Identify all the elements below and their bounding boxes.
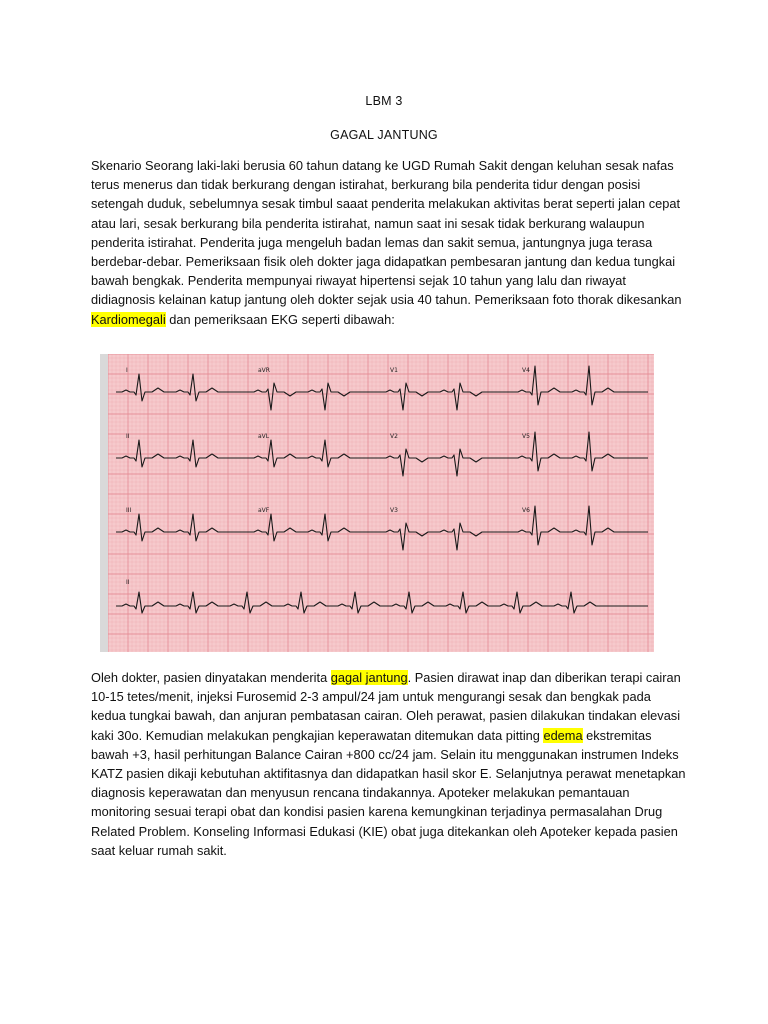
highlight-edema: edema [543, 727, 583, 743]
text-fragment: kaki 30o. Kemudian melakukan pengkajian keperawatan ditemukan data pitting [91, 727, 544, 743]
ekg-lead-label: V4 [522, 367, 530, 374]
ekg-lead-label: V6 [522, 507, 530, 514]
text-line: Related Problem. Konseling Informasi Edukasi (KIE) obat juga ditekankan oleh Apoteker kepada pasien [91, 823, 678, 839]
scenario-paragraph [91, 156, 691, 329]
text-line: atau lari, sesak berkurang bila penderita istirahat, namun saat ini sesak tidak berkurang walaupun [91, 215, 645, 231]
text-line: setengah duduk, sebelumnya sesak timbul saaat penderita melakukan aktivitas berat seperti jalan cepat [91, 196, 681, 212]
ekg-lead-label: aVR [258, 367, 270, 374]
text-line [91, 726, 691, 745]
ekg-lead-label: V2 [390, 433, 398, 440]
text-line: berdebar-debar. Pemeriksaan fisik oleh dokter jaga didapatkan pembesaran jantung dan kedua tungkai [91, 254, 676, 270]
text-line: bawah +3, hasil perhitungan Balance Cairan +800 cc/24 jam. Selain itu menggunakan instrumen Indeks [91, 746, 679, 762]
text-line: Skenario Seorang laki-laki berusia 60 tahun datang ke UGD Rumah Sakit dengan keluhan sesak nafas [91, 158, 674, 173]
document-heading: LBM 3 [365, 94, 403, 108]
text-line [91, 668, 691, 687]
ekg-lead-label: III [126, 507, 132, 514]
ekg-tracing [108, 354, 654, 652]
text-line: terus menerus dan tidak berkurang dengan istirahat, berkurang bila penderita tidur dengan posisi [91, 177, 641, 193]
ekg-lead-label: II [126, 579, 130, 586]
text-line: 10-15 tetes/menit, injeksi Furosemid 2-3 ampul/24 jam untuk mengurangi sesak dan bengkak pada [91, 689, 651, 705]
text-fragment: dan pemeriksaan EKG seperti dibawah: [165, 311, 395, 327]
ekg-lead-label: V5 [522, 433, 530, 440]
text-line: diagnosis keperawatan dan menyusun rencana tindakannya. Apoteker melakukan pemantauan [91, 785, 630, 801]
ekg-lead-label: II [126, 433, 130, 440]
document-title: GAGAL JANTUNG [330, 128, 438, 142]
ekg-lead-label: V3 [390, 507, 398, 514]
ekg-trace-v2 [380, 449, 512, 476]
text-fragment: ekstremitas [582, 727, 652, 743]
diagnosis-paragraph [91, 668, 691, 860]
highlight-gagal-jantung: gagal jantung [330, 670, 408, 685]
ekg-image [100, 354, 654, 652]
ekg-lead-label: V1 [390, 367, 398, 374]
text-line: bawah bengkak. Penderita mempunyai riwayat hipertensi sejak 10 tahun yang lalu dan riwayat [91, 273, 626, 289]
highlight-kardiomegali: Kardiomegali [91, 311, 166, 327]
text-line: saat keluar rumah sakit. [91, 842, 227, 858]
text-line: monitoring sesuai terapi obat dan kondisi pasien karena kemungkinan terjadinya permasalahan Drug [91, 804, 663, 820]
ekg-lead-label: I [126, 367, 128, 374]
text-line: KATZ pasien dikaji kebutuhan aktifitasnya dan didapatkan hasil skor E. Selanjutnya perawat menetapkan [91, 766, 686, 782]
text-line: penderita istirahat. Penderita juga mengeluh badan lemas dan sakit semua, jantungnya juga terasa [91, 234, 653, 250]
ekg-lead-label: aVF [258, 507, 270, 514]
ekg-lead-label: aVL [258, 433, 270, 440]
text-line: kedua tungkai bawah, dan anjuran pembatasan cairan. Oleh perawat, pasien dilakukan tindakan elevasi [91, 708, 681, 724]
text-line [91, 310, 691, 329]
text-line: didiagnosis kelainan katup jantung oleh dokter sejak usia 40 tahun. Pemeriksaan foto thorak dikesankan [91, 292, 682, 308]
text-fragment: . Pasien dirawat inap dan diberikan terapi cairan [407, 670, 681, 685]
text-fragment: Oleh dokter, pasien dinyatakan menderita [91, 670, 331, 685]
